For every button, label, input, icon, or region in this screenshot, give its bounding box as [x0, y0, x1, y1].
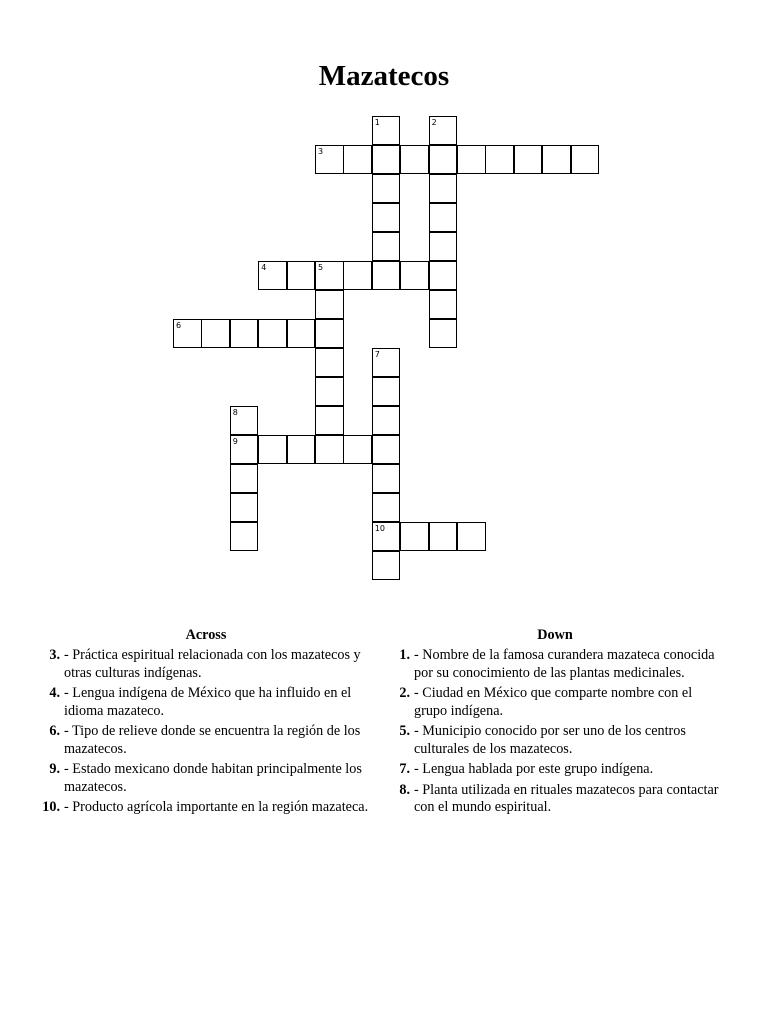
grid-cell[interactable]	[201, 319, 230, 348]
cell-number: 2	[431, 118, 437, 127]
grid-cell[interactable]	[315, 435, 344, 464]
clue-text: - Producto agrícola importante en la región mazateca.	[64, 799, 369, 815]
grid-cell[interactable]	[429, 319, 458, 348]
cell-number: 3	[318, 147, 324, 156]
across-clues	[40, 627, 372, 820]
clue-number: 1.	[399, 647, 410, 663]
cell-number: 10	[374, 524, 385, 533]
grid-cell[interactable]	[258, 435, 287, 464]
grid-cell[interactable]	[343, 145, 372, 174]
grid-cell[interactable]	[372, 464, 401, 493]
grid-cell[interactable]	[429, 261, 458, 290]
grid-cell[interactable]	[230, 435, 259, 464]
grid-cell[interactable]	[514, 145, 543, 174]
clue-number: 2.	[399, 685, 410, 701]
clue-number: 4.	[49, 685, 60, 701]
grid-cell[interactable]	[258, 261, 287, 290]
grid-cell[interactable]	[173, 319, 202, 348]
grid-cell[interactable]	[571, 145, 600, 174]
clue-number: 10.	[42, 799, 60, 815]
down-clue	[390, 723, 720, 758]
grid-cell[interactable]	[372, 145, 401, 174]
grid-cell[interactable]	[343, 435, 372, 464]
clue-number: 9.	[49, 761, 60, 777]
cell-number: 4	[261, 263, 267, 272]
grid-cell[interactable]	[400, 261, 429, 290]
grid-cell[interactable]	[230, 493, 259, 522]
grid-cell[interactable]	[372, 232, 401, 261]
grid-cell[interactable]	[230, 319, 259, 348]
clue-text: - Nombre de la famosa curandera mazateca conocida por su conocimiento de las plantas medicinales.	[414, 647, 715, 681]
grid-cell[interactable]	[315, 406, 344, 435]
grid-cell[interactable]	[400, 145, 429, 174]
grid-cell[interactable]	[230, 464, 259, 493]
clue-text: - Municipio conocido por ser uno de los centros culturales de los mazatecos.	[414, 723, 686, 757]
down-clue	[390, 761, 720, 779]
across-clue	[40, 685, 372, 720]
grid-cell[interactable]	[542, 145, 571, 174]
down-clue	[390, 685, 720, 720]
grid-cell[interactable]	[457, 522, 486, 551]
clue-number: 7.	[399, 761, 410, 777]
grid-cell[interactable]	[457, 145, 486, 174]
grid-cell[interactable]	[315, 319, 344, 348]
grid-cell[interactable]	[429, 174, 458, 203]
grid-cell[interactable]	[315, 290, 344, 319]
grid-cell[interactable]	[230, 406, 259, 435]
clue-number: 3.	[49, 647, 60, 663]
down-clues	[390, 627, 720, 820]
down-heading: Down	[537, 627, 573, 643]
across-clue	[40, 761, 372, 796]
grid-cell[interactable]	[372, 203, 401, 232]
grid-cell[interactable]	[372, 522, 401, 551]
grid-cell[interactable]	[287, 261, 316, 290]
grid-cell[interactable]	[315, 145, 344, 174]
clue-text: - Ciudad en México que comparte nombre con el grupo indígena.	[414, 685, 693, 719]
grid-cell[interactable]	[429, 116, 458, 145]
clue-text: - Planta utilizada en rituales mazatecos para contactar con el mundo espiritual.	[414, 781, 719, 815]
grid-cell[interactable]	[315, 377, 344, 406]
grid-cell[interactable]	[372, 261, 401, 290]
grid-cell[interactable]	[400, 522, 429, 551]
across-heading: Across	[185, 627, 227, 643]
grid-cell[interactable]	[429, 232, 458, 261]
grid-cell[interactable]	[485, 145, 514, 174]
grid-cell[interactable]	[315, 261, 344, 290]
clue-text: - Práctica espiritual relacionada con los mazatecos y otras culturas indígenas.	[64, 647, 361, 681]
cell-number: 8	[232, 408, 238, 417]
grid-cell[interactable]	[315, 348, 344, 377]
grid-cell[interactable]	[429, 522, 458, 551]
grid-cell[interactable]	[372, 174, 401, 203]
grid-cell[interactable]	[343, 261, 372, 290]
grid-cell[interactable]	[258, 319, 287, 348]
grid-cell[interactable]	[287, 319, 316, 348]
grid-cell[interactable]	[372, 116, 401, 145]
grid-cell[interactable]	[372, 406, 401, 435]
cell-number: 5	[318, 263, 324, 272]
clue-number: 6.	[49, 723, 60, 739]
grid-cell[interactable]	[230, 522, 259, 551]
down-clue	[390, 647, 720, 682]
grid-cell[interactable]	[372, 435, 401, 464]
down-clue	[390, 782, 720, 817]
grid-cell[interactable]	[429, 203, 458, 232]
clue-text: - Tipo de relieve donde se encuentra la región de los mazatecos.	[64, 723, 361, 757]
cell-number: 9	[232, 437, 238, 446]
grid-cell[interactable]	[372, 493, 401, 522]
grid-cell[interactable]	[372, 348, 401, 377]
clue-text: - Estado mexicano donde habitan principalmente los mazatecos.	[64, 761, 362, 795]
clue-number: 5.	[399, 723, 410, 739]
across-clue	[40, 723, 372, 758]
page-title: Mazatecos	[318, 60, 450, 92]
grid-cell[interactable]	[372, 551, 401, 580]
cell-number: 1	[374, 118, 380, 127]
clue-text: - Lengua indígena de México que ha influido en el idioma mazateco.	[64, 685, 352, 719]
clue-number: 8.	[399, 781, 410, 798]
across-clue	[40, 799, 372, 817]
grid-cell[interactable]	[287, 435, 316, 464]
grid-cell[interactable]	[429, 145, 458, 174]
clue-text: - Lengua hablada por este grupo indígena.	[414, 761, 654, 777]
grid-cell[interactable]	[372, 377, 401, 406]
cell-number: 6	[176, 321, 182, 330]
grid-cell[interactable]	[429, 290, 458, 319]
cell-number: 7	[374, 350, 380, 359]
across-clue	[40, 647, 372, 682]
